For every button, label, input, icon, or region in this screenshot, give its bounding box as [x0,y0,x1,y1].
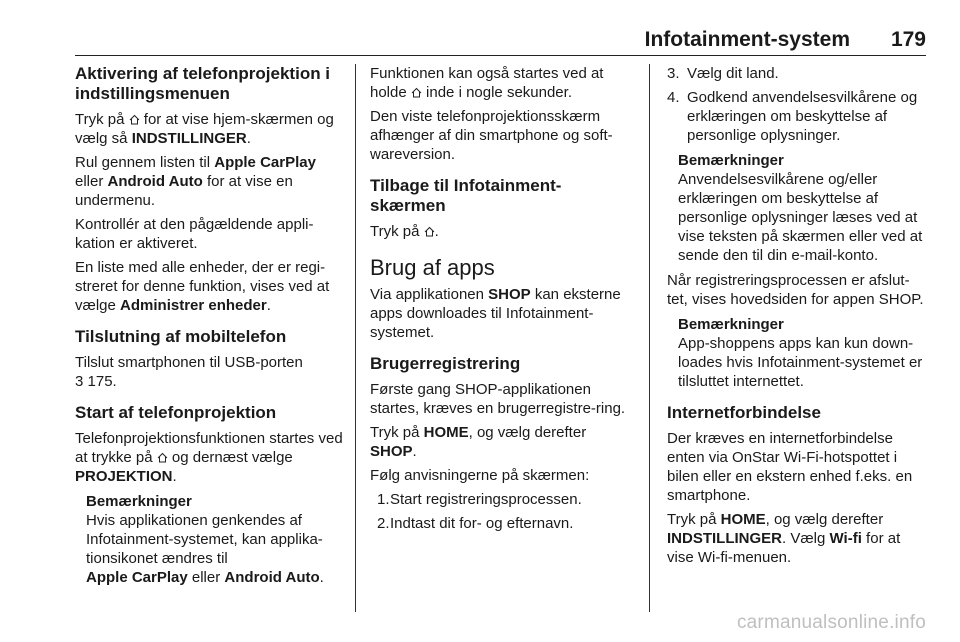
note-text: App-shoppens apps kan kun down-loades hvis Infotainment-systemet er tilsluttet internettet. [678,335,923,390]
note-title: Bemærkninger [678,316,784,333]
page-reference: 3 175. [75,373,117,390]
paragraph: Følg anvisningerne på skærmen: [370,467,590,484]
column-divider [355,64,356,612]
paragraph: Telefonprojektionsfunktionen startes ved at trykke på og dernæst vælge PROJEKTION. [75,430,343,485]
home-icon [157,452,168,463]
header-rule [75,55,926,56]
home-icon [424,226,435,237]
paragraph: Tryk på for at vise hjem-skærmen og vælg så INDSTILLINGER. [75,111,334,147]
note [678,151,929,265]
column-2 [370,64,632,539]
heading-start-projection: Start af telefonprojektion [75,403,277,422]
paragraph: Den viste telefonprojektionsskærm afhænger af din smartphone og soft-wareversion. [370,108,613,163]
heading-user-registration: Brugerregistrering [370,354,521,373]
paragraph: Tilslut smartphonen til USB-porten 3 175. [75,354,303,390]
list-item: 2. Indtast dit for- og efternavn. [377,515,574,532]
column-3 [667,64,929,572]
heading-activate-projection: Aktivering af telefonprojektion i indstillingsmenuen [75,64,331,103]
note [86,492,343,587]
page-header [75,28,926,54]
note-title: Bemærkninger [678,152,784,169]
list-item: 1. Start registreringsprocessen. [377,491,582,508]
paragraph: Via applikationen SHOP kan eksterne apps downloades til Infotainment-systemet. [370,286,621,341]
paragraph: En liste med alle enheder, der er regi-streret for denne funktion, vises ved at vælge Administrer enheder. [75,259,330,314]
paragraph: Tryk på HOME, og vælg derefter SHOP. [370,424,587,460]
note-title: Bemærkninger [86,493,192,510]
watermark: carmanualsonline.info [736,612,926,633]
column-1 [75,64,343,593]
paragraph: Rul gennem listen til Apple CarPlay eller Android Auto for at vise en undermenu. [75,154,316,209]
heading-connect-phone: Tilslutning af mobiltelefon [75,327,287,346]
header-title: Infotainment-system [644,28,850,51]
list-item: 3. Vælg dit land. [667,65,779,82]
note-text: Anvendelsesvilkårene og/eller erklæringen om beskyttelse af personlige oplysninger læses ved at vise teksten på skærmen eller ved at sende den til din e-mail-konto. [678,171,923,264]
paragraph: Når registreringsprocessen er afslut-tet, vises hovedsiden for appen SHOP. [667,272,924,308]
note-text: Hvis applikationen genkendes af Infotainment-systemet, kan applika-tionsikonet ændres til Apple CarPlay eller Android Auto. [86,512,324,586]
page-number: 179 [890,28,926,51]
column-divider [649,64,650,612]
numbered-list [370,490,632,533]
numbered-list [667,64,929,145]
paragraph: Tryk på HOME, og vælg derefter INDSTILLINGER. Vælg Wi-fi for at vise Wi-fi-menuen. [667,511,901,566]
note [678,315,929,391]
paragraph: Der kræves en internetforbindelse enten via OnStar Wi-Fi-hotspottet i bilen eller en ekstern enhed f.eks. en smartphone. [667,430,913,504]
heading-back-to-infotainment: Tilbage til Infotainment-skærmen [370,176,562,215]
heading-internet-connection: Internetforbindelse [667,403,821,422]
paragraph: Første gang SHOP-applikationen startes, kræves en brugerregistre-ring. [370,381,626,417]
home-icon [411,87,422,98]
paragraph: Kontrollér at den pågældende appli-kation er aktiveret. [75,216,314,252]
paragraph: Funktionen kan også startes ved at holde inde i nogle sekunder. [370,65,604,101]
home-icon [129,114,140,125]
section-title-apps: Brug af apps [370,255,495,280]
list-item: 4. Godkend anvendelsesvilkårene og erklæringen om beskyttelse af personlige oplysninger. [667,89,918,144]
paragraph: Tryk på . [370,223,439,240]
